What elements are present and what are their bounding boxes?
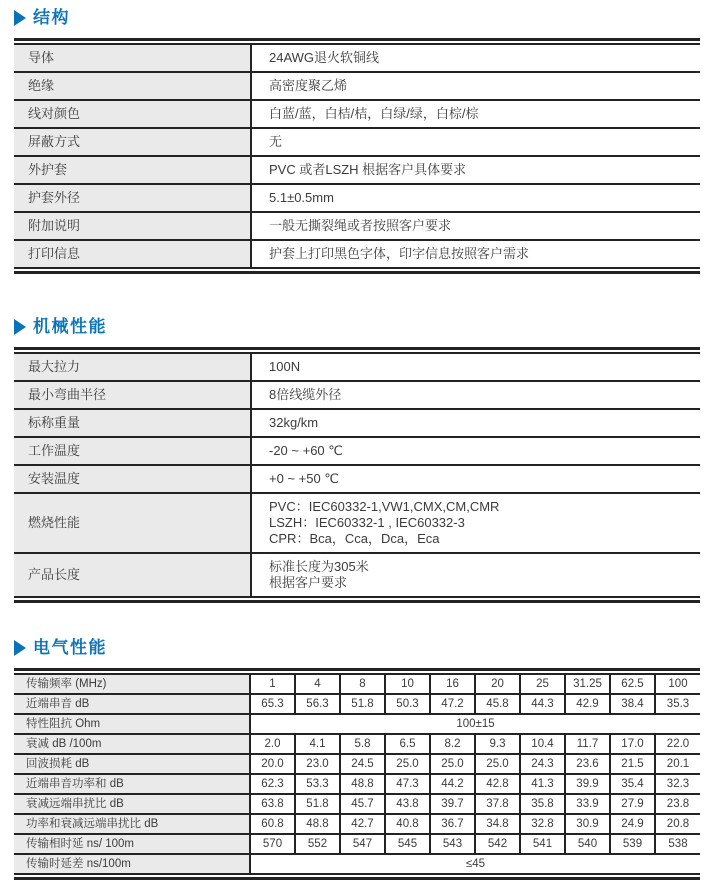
data-cell: 48.8 — [340, 774, 385, 794]
data-cell: 6.5 — [385, 734, 430, 754]
data-cell: 23.6 — [565, 754, 610, 774]
table-row — [14, 774, 700, 794]
data-cell: 27.9 — [610, 794, 655, 814]
data-cell: 542 — [475, 834, 520, 854]
data-cell: 40.8 — [385, 814, 430, 834]
row-value: 8倍线缆外径 — [251, 381, 700, 409]
data-cell: 4 — [295, 674, 340, 694]
data-cell: 8.2 — [430, 734, 475, 754]
data-cell: 62.5 — [610, 674, 655, 694]
data-cell: 22.0 — [655, 734, 700, 754]
data-cell: 25.0 — [430, 754, 475, 774]
data-cell: 35.4 — [610, 774, 655, 794]
row-label: 最小弯曲半径 — [14, 381, 251, 409]
data-cell: 42.8 — [475, 774, 520, 794]
data-cell: 34.8 — [475, 814, 520, 834]
row-label: 特性阻抗 Ohm — [14, 714, 250, 734]
data-cell: 541 — [520, 834, 565, 854]
row-label: 标称重量 — [14, 409, 251, 437]
row-label: 传输相时延 ns/ 100m — [14, 834, 250, 854]
data-cell: 53.3 — [295, 774, 340, 794]
data-cell: 41.3 — [520, 774, 565, 794]
data-cell: 23.8 — [655, 794, 700, 814]
data-cell: 17.0 — [610, 734, 655, 754]
data-cell: 23.0 — [295, 754, 340, 774]
row-label: 护套外径 — [14, 184, 251, 212]
section-marker-icon — [14, 640, 26, 656]
data-cell: 30.9 — [565, 814, 610, 834]
row-value — [251, 493, 700, 553]
data-cell: 65.3 — [250, 694, 295, 714]
section-marker-icon — [14, 10, 26, 26]
table-row — [14, 553, 700, 597]
data-cell: 543 — [430, 834, 475, 854]
table-row — [14, 44, 700, 72]
data-cell: 24.5 — [340, 754, 385, 774]
table-row — [14, 834, 700, 854]
row-label: 最大拉力 — [14, 353, 251, 381]
structure-table — [14, 43, 700, 269]
mechanical-table-wrap — [14, 347, 700, 603]
data-cell: 48.8 — [295, 814, 340, 834]
section-marker-icon — [14, 319, 26, 335]
data-cell: 35.3 — [655, 694, 700, 714]
table-row — [14, 465, 700, 493]
section-title-structure — [14, 7, 700, 29]
data-cell: 10.4 — [520, 734, 565, 754]
data-cell: 11.7 — [565, 734, 610, 754]
table-row — [14, 694, 700, 714]
data-cell: 2.0 — [250, 734, 295, 754]
row-label: 近端串音功率和 dB — [14, 774, 250, 794]
row-value — [251, 553, 700, 597]
row-label: 衰减 dB /100m — [14, 734, 250, 754]
row-value: 32kg/km — [251, 409, 700, 437]
table-row — [14, 72, 700, 100]
data-cell: 35.8 — [520, 794, 565, 814]
data-cell: 538 — [655, 834, 700, 854]
data-cell: 50.3 — [385, 694, 430, 714]
data-cell: 44.2 — [430, 774, 475, 794]
data-cell: 540 — [565, 834, 610, 854]
data-cell: 62.3 — [250, 774, 295, 794]
table-row — [14, 100, 700, 128]
table-row — [14, 128, 700, 156]
row-label: 回波损耗 dB — [14, 754, 250, 774]
table-row — [14, 240, 700, 268]
row-label: 屏蔽方式 — [14, 128, 251, 156]
data-cell: 25.0 — [475, 754, 520, 774]
row-value: 24AWG退火软铜线 — [251, 44, 700, 72]
data-cell: 1 — [250, 674, 295, 694]
data-cell: 552 — [295, 834, 340, 854]
section-title-text: 机械性能 — [33, 317, 107, 336]
row-label: 附加说明 — [14, 212, 251, 240]
data-cell: 547 — [340, 834, 385, 854]
row-value: 护套上打印黑色字体，印字信息按照客户需求 — [251, 240, 700, 268]
data-cell: 51.8 — [340, 694, 385, 714]
table-row — [14, 184, 700, 212]
data-cell: 20.8 — [655, 814, 700, 834]
row-value: +0 ~ +50 ℃ — [251, 465, 700, 493]
data-cell: 44.3 — [520, 694, 565, 714]
data-cell: 42.9 — [565, 694, 610, 714]
row-label: 打印信息 — [14, 240, 251, 268]
row-value: 一般无撕裂绳或者按照客户要求 — [251, 212, 700, 240]
table-row — [14, 714, 700, 734]
value-line: CPR：Bca，Cca，Dca，Eca — [269, 531, 440, 546]
table-row — [14, 381, 700, 409]
row-label: 导体 — [14, 44, 251, 72]
row-label: 工作温度 — [14, 437, 251, 465]
data-cell: 63.8 — [250, 794, 295, 814]
value-line: LSZH：IEC60332-1 , IEC60332-3 — [269, 515, 465, 530]
row-value: 白蓝/蓝，白桔/桔，白绿/绿，白棕/棕 — [251, 100, 700, 128]
data-cell: 20.0 — [250, 754, 295, 774]
table-row — [14, 814, 700, 834]
table-row — [14, 353, 700, 381]
row-label: 传输时延差 ns/100m — [14, 854, 250, 874]
data-cell: 570 — [250, 834, 295, 854]
table-row — [14, 156, 700, 184]
data-cell: 20.1 — [655, 754, 700, 774]
data-cell: 39.9 — [565, 774, 610, 794]
data-cell: 5.8 — [340, 734, 385, 754]
data-cell: 45.8 — [475, 694, 520, 714]
data-cell: 10 — [385, 674, 430, 694]
section-title-mechanical — [14, 316, 700, 338]
table-row — [14, 493, 700, 553]
row-label: 功率和衰减远端串扰比 dB — [14, 814, 250, 834]
table-row — [14, 794, 700, 814]
merged-value-cell: ≤45 — [250, 854, 700, 874]
row-label: 近端串音 dB — [14, 694, 250, 714]
data-cell: 47.2 — [430, 694, 475, 714]
electrical-table-wrap — [14, 668, 700, 880]
structure-table-wrap — [14, 38, 700, 274]
row-label: 燃烧性能 — [14, 493, 251, 553]
row-label: 传输频率 (MHz) — [14, 674, 250, 694]
section-title-electrical — [14, 637, 700, 659]
data-cell: 32.8 — [520, 814, 565, 834]
row-value: PVC 或者LSZH 根据客户具体要求 — [251, 156, 700, 184]
section-title-text: 结构 — [33, 8, 70, 27]
data-cell: 45.7 — [340, 794, 385, 814]
data-cell: 545 — [385, 834, 430, 854]
data-cell: 539 — [610, 834, 655, 854]
data-cell: 20 — [475, 674, 520, 694]
data-cell: 42.7 — [340, 814, 385, 834]
table-row — [14, 409, 700, 437]
row-value: 100N — [251, 353, 700, 381]
data-cell: 8 — [340, 674, 385, 694]
data-cell: 25 — [520, 674, 565, 694]
row-label: 线对颜色 — [14, 100, 251, 128]
row-label: 绝缘 — [14, 72, 251, 100]
data-cell: 24.3 — [520, 754, 565, 774]
row-label: 衰减远端串扰比 dB — [14, 794, 250, 814]
row-value: 无 — [251, 128, 700, 156]
data-cell: 56.3 — [295, 694, 340, 714]
row-label: 外护套 — [14, 156, 251, 184]
table-row — [14, 854, 700, 874]
mechanical-table — [14, 352, 700, 598]
data-cell: 21.5 — [610, 754, 655, 774]
data-cell: 51.8 — [295, 794, 340, 814]
table-row — [14, 212, 700, 240]
value-line: 标准长度为305米 — [269, 559, 369, 574]
data-cell: 31.25 — [565, 674, 610, 694]
data-cell: 24.9 — [610, 814, 655, 834]
value-line: 根据客户要求 — [269, 575, 348, 590]
data-cell: 39.7 — [430, 794, 475, 814]
data-cell: 4.1 — [295, 734, 340, 754]
value-line: PVC：IEC60332-1,VW1,CMX,CM,CMR — [269, 499, 500, 514]
data-cell: 36.7 — [430, 814, 475, 834]
row-label: 安装温度 — [14, 465, 251, 493]
data-cell: 47.3 — [385, 774, 430, 794]
row-value: 5.1±0.5mm — [251, 184, 700, 212]
data-cell: 60.8 — [250, 814, 295, 834]
section-title-text: 电气性能 — [33, 638, 107, 657]
row-label: 产品长度 — [14, 553, 251, 597]
table-row — [14, 734, 700, 754]
data-cell: 43.8 — [385, 794, 430, 814]
data-cell: 38.4 — [610, 694, 655, 714]
data-cell: 100 — [655, 674, 700, 694]
electrical-table — [14, 673, 700, 875]
data-cell: 25.0 — [385, 754, 430, 774]
data-cell: 16 — [430, 674, 475, 694]
row-value: 高密度聚乙烯 — [251, 72, 700, 100]
data-cell: 37.8 — [475, 794, 520, 814]
table-row — [14, 437, 700, 465]
table-row — [14, 754, 700, 774]
data-cell: 32.3 — [655, 774, 700, 794]
data-cell: 9.3 — [475, 734, 520, 754]
row-value: -20 ~ +60 ℃ — [251, 437, 700, 465]
data-cell: 33.9 — [565, 794, 610, 814]
merged-value-cell: 100±15 — [250, 714, 700, 734]
table-row — [14, 674, 700, 694]
